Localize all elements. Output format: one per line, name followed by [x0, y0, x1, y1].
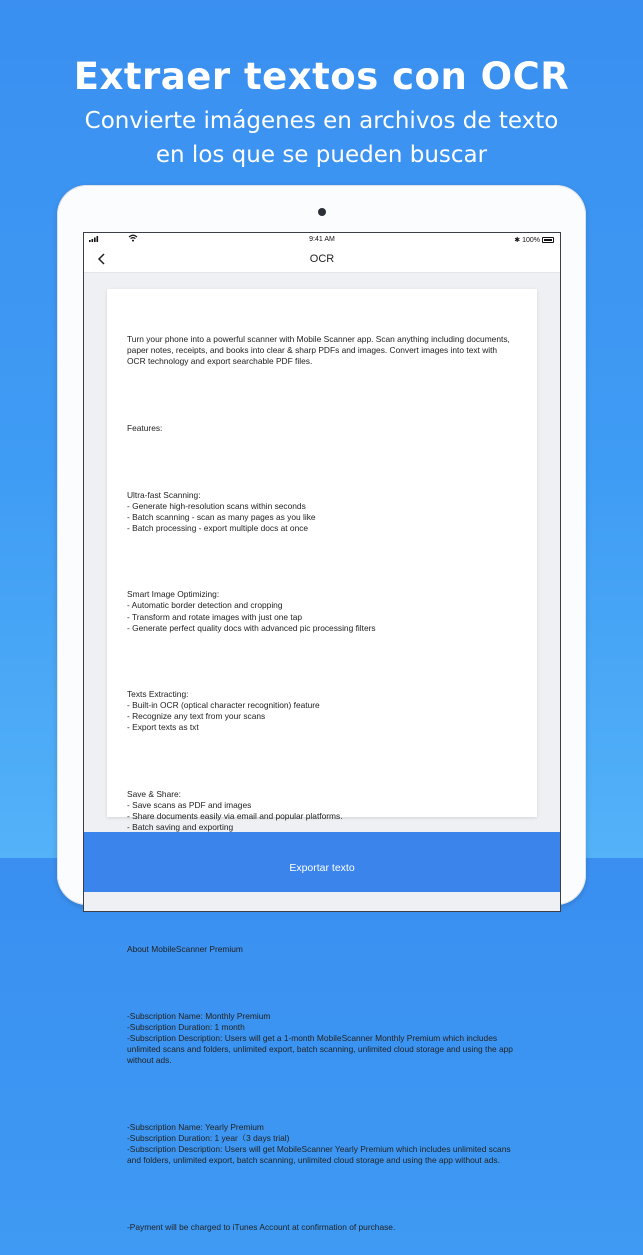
- doc-paragraph: Turn your phone into a powerful scanner with Mobile Scanner app. Scan anything including documents, paper notes, receipts, and books into clear & sharp PDFs and images. Convert images into text with OCR technology and export searchable PDF files.: [127, 334, 513, 367]
- app-screen: [83, 232, 561, 1232]
- status-bar: [84, 233, 560, 247]
- doc-paragraph: Ultra-fast Scanning: - Generate high-resolution scans within seconds - Batch scanning - scan as many pages as you like - Batch processing - export multiple docs at once: [127, 489, 316, 533]
- battery-icon: [542, 237, 554, 243]
- doc-paragraph: About MobileScanner Premium: [127, 944, 243, 955]
- doc-paragraph: Save & Share: - Save scans as PDF and images - Share documents easily via email and popular platforms. - Batch saving and exporting: [127, 789, 343, 833]
- promo-title: Extraer textos con OCR: [73, 55, 570, 98]
- doc-paragraph: Features:: [127, 422, 163, 433]
- page-title: OCR: [309, 253, 335, 265]
- status-time: 9:41 AM: [309, 236, 335, 243]
- doc-paragraph: Texts Extracting: - Built-in OCR (optical character recognition) feature - Recognize any text from your scans - Export texts as txt: [127, 689, 320, 733]
- promo-subtitle-line2: en los que se pueden buscar: [155, 142, 488, 168]
- battery-percent: 100%: [522, 236, 540, 244]
- tablet-frame: [57, 185, 586, 1232]
- doc-paragraph: Smart Image Optimizing: - Automatic border detection and cropping - Transform and rotate images with just one tap - Generate perfect quality docs with advanced pic processing filters: [127, 589, 376, 633]
- doc-paragraph: -Subscription Name: Monthly Premium -Subscription Duration: 1 month -Subscription Description: Users will get a 1-month MobileScanner Monthly Premium which includes unlimited scans and folders, unlimited export, batch scanning, unlimited cloud storage and using the app without ads.: [127, 1010, 513, 1066]
- nav-bar: [84, 247, 560, 273]
- bluetooth-icon: ✱: [514, 237, 521, 244]
- doc-paragraph: -Payment will be charged to iTunes Account at confirmation of purchase.: [127, 1221, 396, 1232]
- camera-icon: [318, 208, 326, 216]
- export-text-button[interactable]: Exportar texto: [84, 832, 560, 892]
- promo-subtitle-line1: Convierte imágenes en archivos de texto: [84, 108, 559, 134]
- doc-paragraph: -Subscription Name: Yearly Premium -Subscription Duration: 1 year（3 days trial) -Subscription Description: Users will get MobileScanner Yearly Premium which includes unlimited scans and folders, unlimited export, batch scanning, unlimited cloud storage and using the app without ads.: [127, 1121, 511, 1166]
